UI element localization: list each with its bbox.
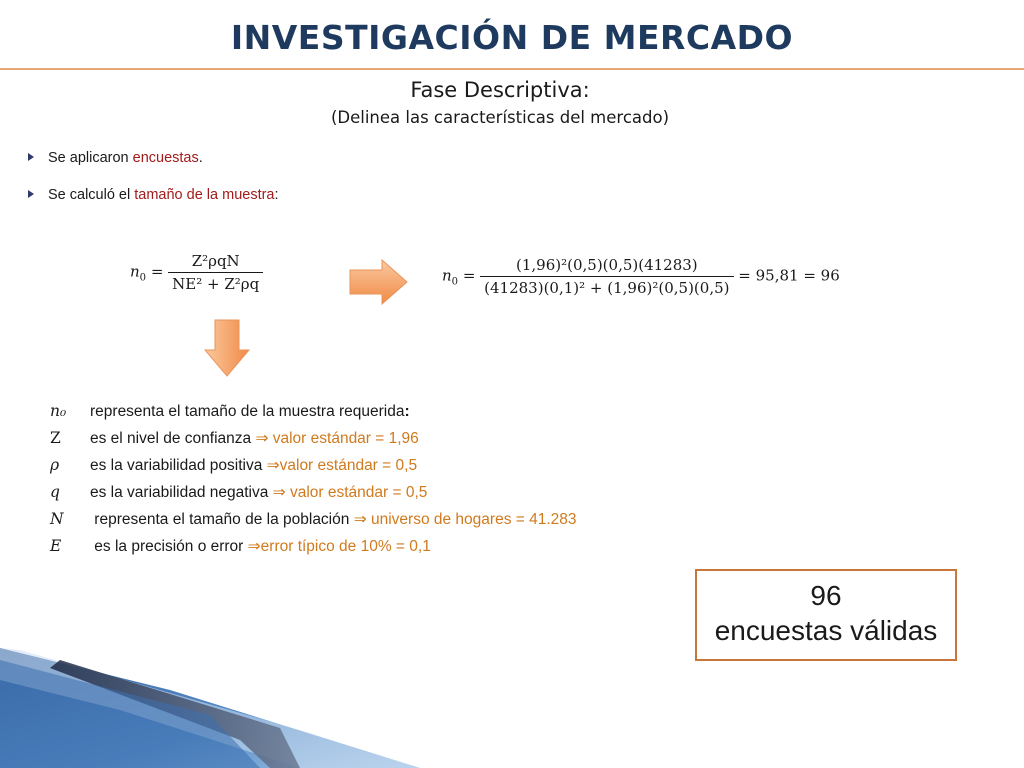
result-number: 96 [810, 580, 842, 611]
definition-row: q es la variabilidad negativa ⇒ valor estándar = 0,5 [50, 479, 577, 506]
variable-definitions [50, 398, 577, 560]
definition-row: ρ es la variabilidad positiva ⇒valor estándar = 0,5 [50, 452, 577, 479]
result-label: encuestas válidas [714, 615, 938, 646]
definition-symbol: ρ [50, 456, 60, 474]
definition-symbol: Z [50, 429, 61, 447]
formula-fraction [168, 252, 263, 293]
definition-row: n₀ representa el tamaño de la muestra requerida: [50, 398, 577, 425]
result-box [695, 569, 957, 661]
formula-denominator: NE² + Z²ρq [172, 275, 260, 293]
bullet-item: Se calculó el tamaño de la muestra: [28, 187, 279, 203]
definition-symbol: n₀ [50, 402, 67, 420]
sample-size-formula: $n_0$ = $\frac{\text{Z²ρqN}}{\text{NE² + Z²ρq}}$ [130, 252, 263, 293]
calculation-result: = 95,81 = 96 [733, 266, 840, 285]
implies-arrow-icon: ⇒ [247, 538, 261, 555]
bullet-triangle-icon [28, 190, 34, 198]
arrow-right-icon [348, 258, 410, 306]
implies-arrow-icon: ⇒ [266, 457, 280, 474]
implies-arrow-icon: ⇒ [255, 430, 269, 447]
section-heading: Fase Descriptiva: [410, 78, 590, 102]
formula-numerator: Z²ρqN [168, 252, 263, 273]
definition-row: N representa el tamaño de la población ⇒ universo de hogares = 41.283 [50, 506, 577, 533]
page-title: INVESTIGACIÓN DE MERCADO [230, 18, 794, 57]
decorative-swoosh [0, 620, 420, 768]
definition-row: Z es el nivel de confianza ⇒ valor estándar = 1,96 [50, 425, 577, 452]
sample-size-calculation: $n_0$ = $\frac{\text{(1,96)²(0,5)(0,5)(41283)}}{\text{(41283)(0,1)² + (1,96)²(0,5)(0,5)}}$ = 95,81 = 96 [442, 256, 840, 297]
calculation-fraction [480, 256, 733, 297]
calculation-denominator: (41283)(0,1)² + (1,96)²(0,5)(0,5) [484, 279, 730, 297]
section-subheading: (Delinea las características del mercado) [330, 108, 670, 127]
definition-row: E es la precisión o error ⇒error típico de 10% = 0,1 [50, 533, 577, 560]
definition-symbol: N [50, 510, 64, 528]
implies-arrow-icon: ⇒ [272, 484, 286, 501]
definition-symbol: q [50, 483, 60, 501]
definition-symbol: E [50, 537, 62, 555]
implies-arrow-icon: ⇒ [353, 511, 367, 528]
bullet-triangle-icon [28, 153, 34, 161]
bullet-item: Se aplicaron encuestas. [28, 150, 203, 166]
arrow-down-icon [203, 318, 251, 378]
calculation-numerator: (1,96)²(0,5)(0,5)(41283) [480, 256, 733, 277]
title-divider [0, 68, 1024, 70]
